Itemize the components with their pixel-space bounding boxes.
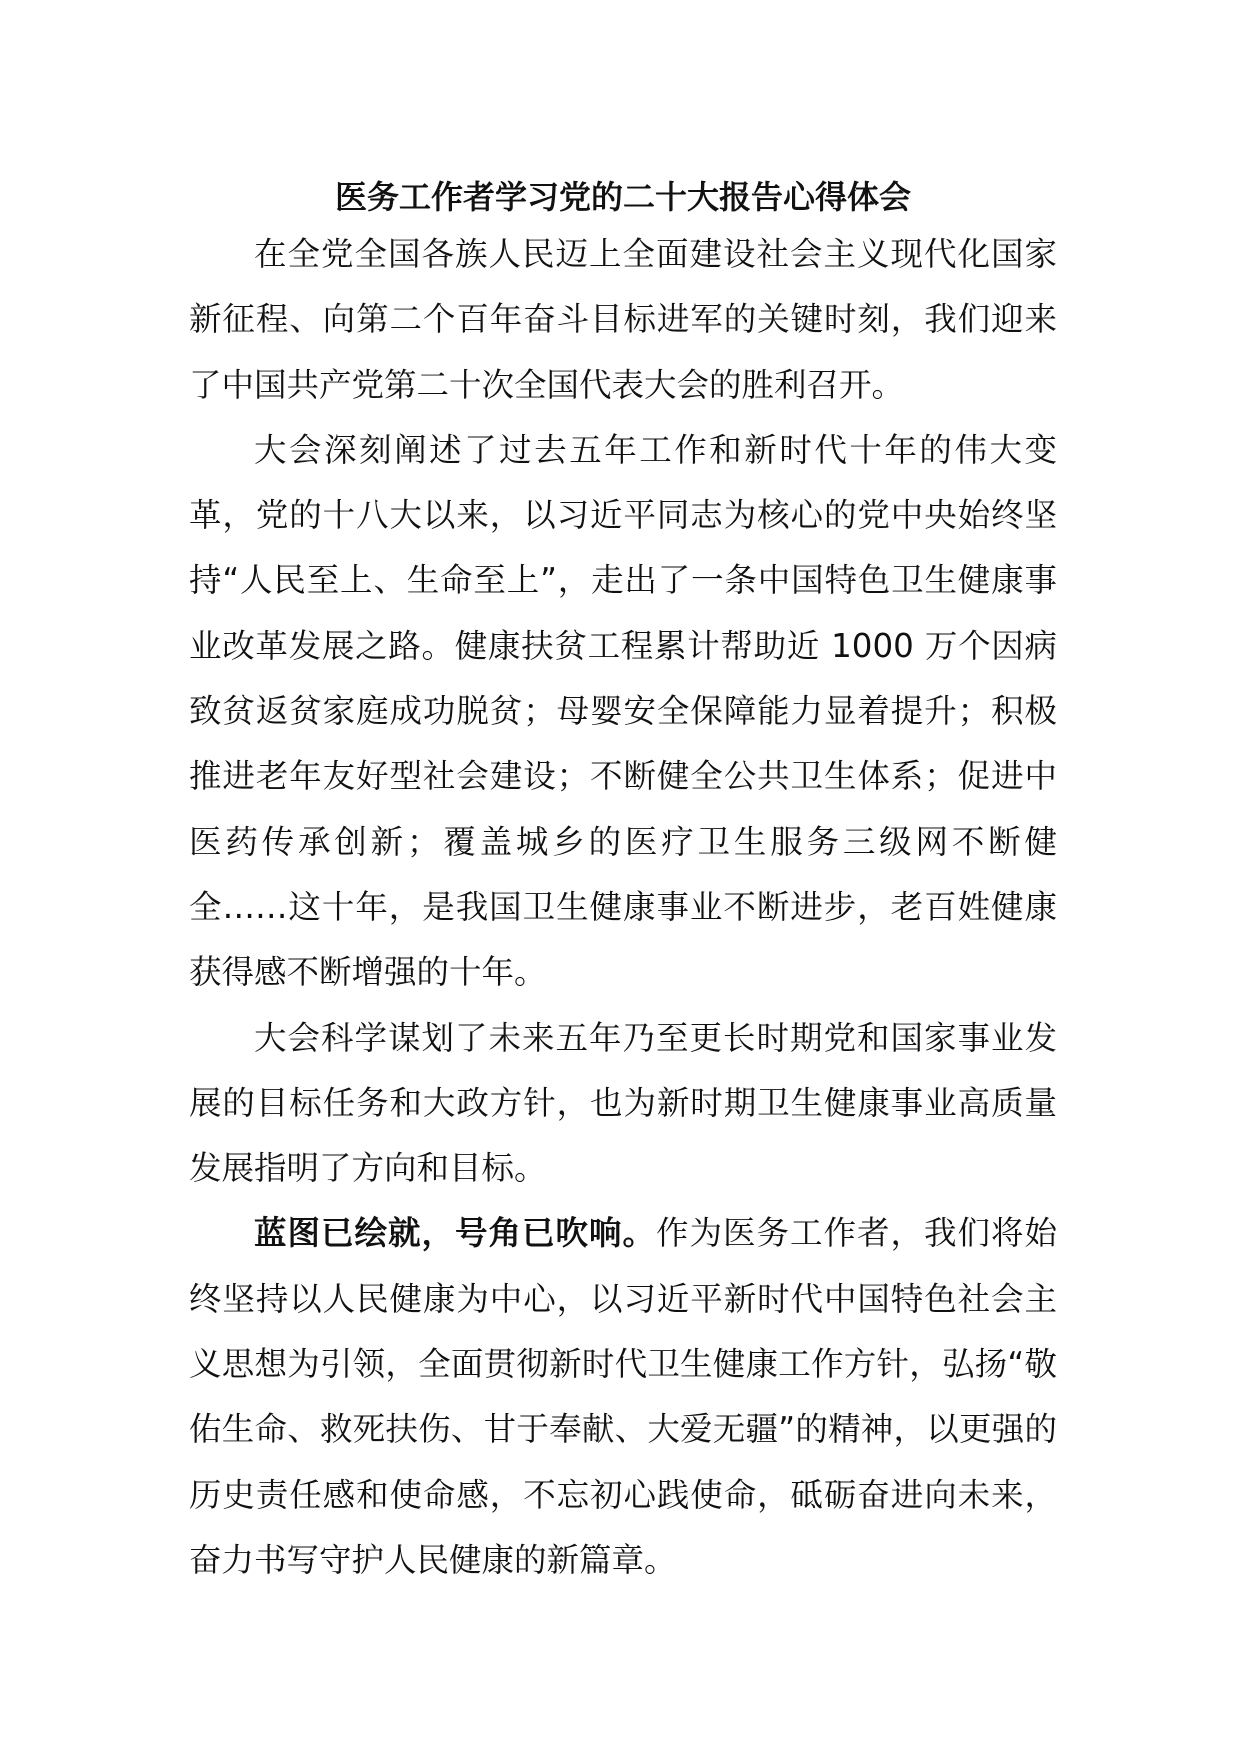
paragraph-2: 大会深刻阐述了过去五年工作和新时代十年的伟大变革，党的十八大以来，以习近平同志为核心的党中央始终坚持“人民至上、生命至上”，走出了一条中国特色卫生健康事业改革发展之路。健康扶贫工程累计帮助近 1000 万个因病致贫返贫家庭成功脱贫；母婴安全保障能力显着提升；积极推进老年友好型社会建设；不断健全公共卫生体系；促进中医药传承创新；覆盖城乡的医疗卫生服务三级网不断健全……这十年，是我国卫生健康事业不断进步，老百姓健康获得感不断增强的十年。 (189, 430, 1057, 992)
document-body (189, 172, 1057, 1593)
paragraph-4-text: 作为医务工作者，我们将始终坚持以人民健康为中心，以习近平新时代中国特色社会主义思想为引领，全面贯彻新时代卫生健康工作方针，弘扬“敬佑生命、救死扶伤、甘于奉献、大爱无疆”的精神，以更强的历史责任感和使命感，不忘初心践使命，砥砺奋进向未来，奋力书写守护人民健康的新篇章。 (189, 1214, 1057, 1579)
paragraph-1: 在全党全国各族人民迈上全面建设社会主义现代化国家新征程、向第二个百年奋斗目标进军的关键时刻，我们迎来了中国共产党第二十次全国代表大会的胜利召开。 (189, 235, 1057, 404)
paragraph-4 (189, 1201, 1057, 1593)
paragraph-4-lead: 蓝图已绘就，号角已吹响。 (254, 1214, 656, 1253)
document-title: 医务工作者学习党的二十大报告心得体会 (334, 178, 911, 216)
paragraph-3: 大会科学谋划了未来五年乃至更长时期党和国家事业发展的目标任务和大政方针，也为新时期卫生健康事业高质量发展指明了方向和目标。 (189, 1018, 1057, 1188)
